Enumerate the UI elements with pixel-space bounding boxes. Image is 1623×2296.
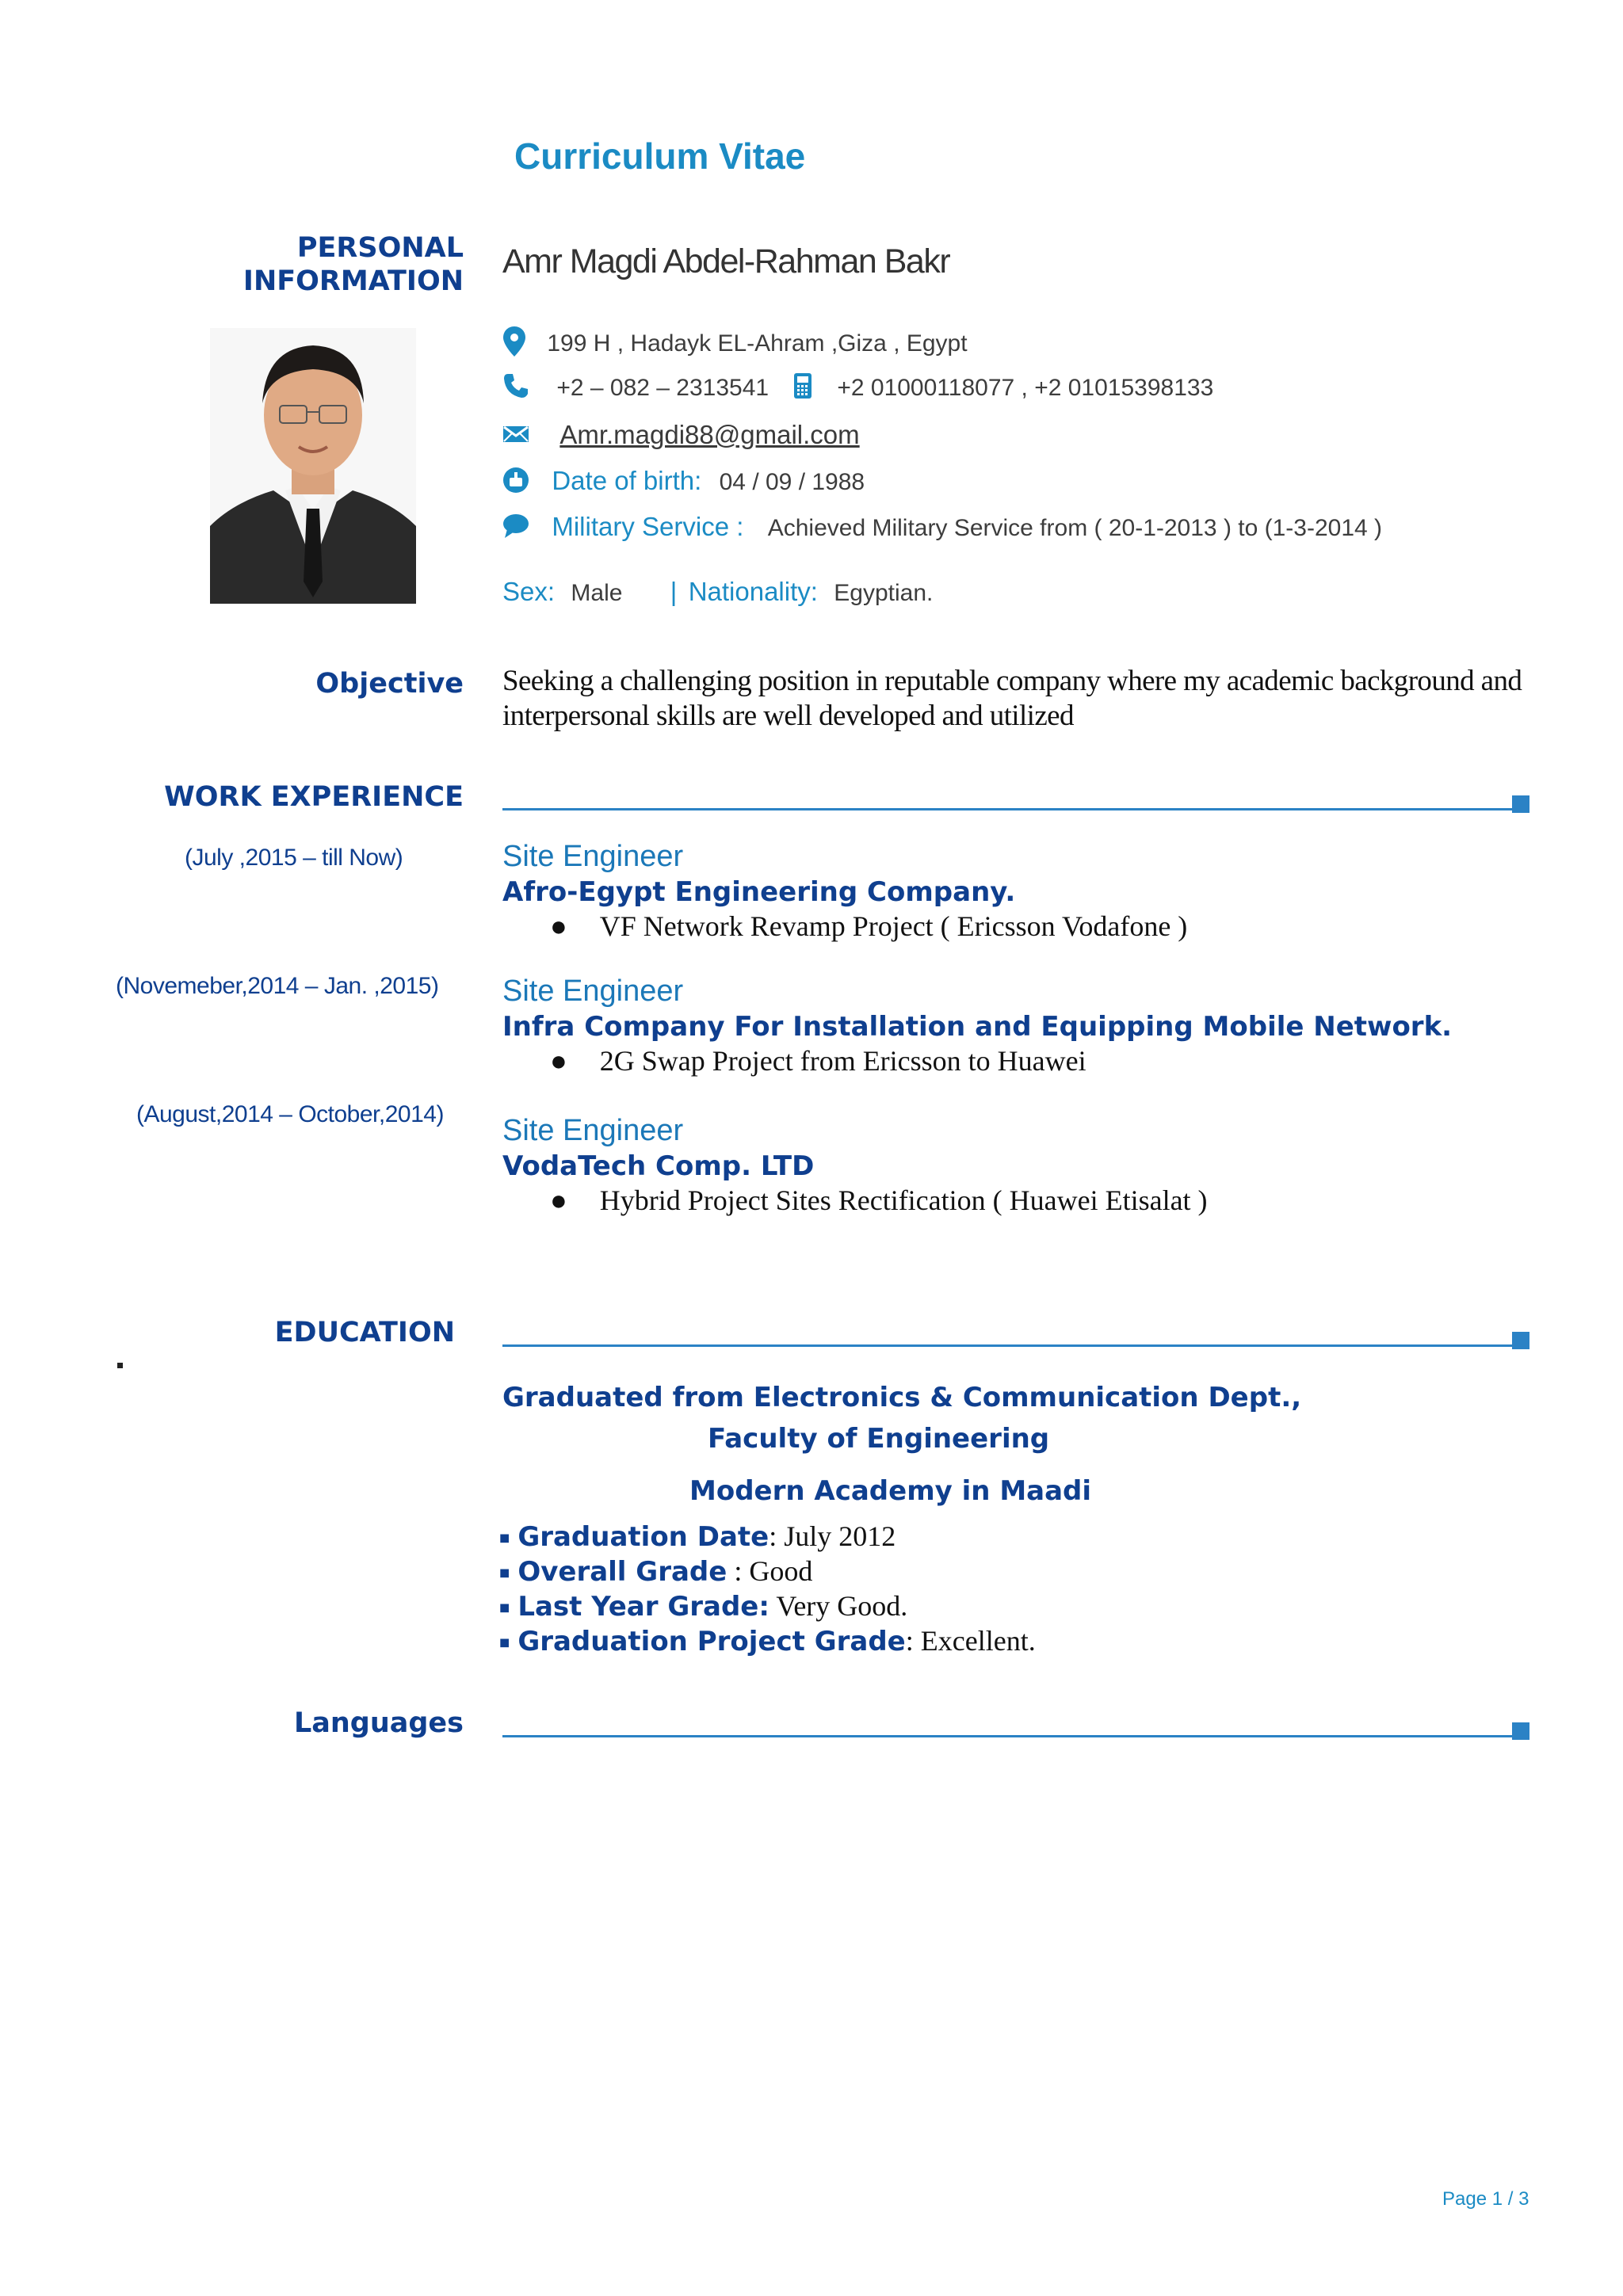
- speech-bubble-icon: [502, 513, 529, 545]
- objective-text: [502, 664, 1533, 734]
- grade-sep: :: [905, 1625, 914, 1657]
- grade-sep: :: [727, 1555, 743, 1587]
- square-bullet-icon: ■: [499, 1597, 510, 1618]
- dob-label: Date of birth:: [552, 466, 702, 495]
- job-period: (August,2014 – October,2014): [136, 1101, 444, 1127]
- personal-info-heading-line1: PERSONAL: [296, 232, 464, 264]
- education-heading: EDUCATION: [274, 1317, 455, 1348]
- sex-value: Male: [571, 580, 623, 606]
- nationality-value: Egyptian.: [834, 580, 934, 606]
- square-marker-icon: [1512, 795, 1529, 813]
- work-experience-heading: WORK EXPERIENCE: [164, 781, 464, 813]
- grade-item: [499, 1624, 1036, 1657]
- languages-section-rule: [502, 1735, 1512, 1737]
- square-marker-icon: [1512, 1722, 1529, 1740]
- nationality-label: Nationality:: [688, 577, 818, 606]
- envelope-icon: [502, 424, 529, 451]
- objective-line2: interpersonal skills are well developed and utilized: [502, 700, 1074, 732]
- military-value: Achieved Military Service from ( 20-1-2013 ) to (1-3-2014 ): [767, 515, 1383, 541]
- job-project: [550, 1184, 1208, 1217]
- grade-value: July 2012: [777, 1520, 896, 1552]
- email-link[interactable]: Amr.magdi88@gmail.com: [559, 420, 860, 449]
- grade-item: [499, 1520, 896, 1553]
- work-section-rule: [502, 808, 1512, 810]
- dob-row: [502, 466, 865, 500]
- job-project: [550, 1044, 1086, 1077]
- education-section-rule: [502, 1344, 1512, 1347]
- email-row: [502, 420, 860, 451]
- job-project-text: Hybrid Project Sites Rectification ( Huawei Etisalat ): [599, 1184, 1208, 1216]
- military-row: [502, 512, 1382, 545]
- grade-item: [499, 1589, 907, 1623]
- objective-heading: Objective: [315, 668, 464, 700]
- personal-info-heading: [243, 231, 464, 298]
- square-bullet-icon: ■: [499, 1562, 510, 1583]
- nationality-separator: |: [670, 577, 678, 606]
- education-institution: Modern Academy in Maadi: [689, 1475, 1092, 1507]
- mobile-icon: [792, 372, 813, 406]
- job-company: VodaTech Comp. LTD: [502, 1150, 815, 1182]
- document-title: Curriculum Vitae: [514, 135, 806, 177]
- stray-mark: [117, 1363, 123, 1368]
- bullet-dot-icon: ●: [550, 1184, 567, 1216]
- job-title: Site Engineer: [502, 974, 684, 1008]
- education-degree: Graduated from Electronics & Communication Dept.,: [502, 1382, 1302, 1413]
- education-faculty: Faculty of Engineering: [708, 1423, 1050, 1455]
- mobile-text: +2 01000118077 , +2 01015398133: [837, 374, 1214, 401]
- phone-icon: [502, 372, 529, 406]
- grade-key: Last Year Grade:: [517, 1591, 769, 1623]
- page-number: Page 1 / 3: [1442, 2188, 1529, 2210]
- square-bullet-icon: ■: [499, 1632, 510, 1653]
- square-marker-icon: [1512, 1332, 1529, 1349]
- job-project-text: VF Network Revamp Project ( Ericsson Vodafone ): [599, 910, 1188, 942]
- dob-value: 04 / 09 / 1988: [719, 469, 865, 495]
- job-period: (Novemeber,2014 – Jan. ,2015): [116, 973, 439, 999]
- military-label: Military Service :: [552, 512, 744, 541]
- languages-heading: Languages: [293, 1707, 464, 1739]
- sex-nationality-row: [502, 577, 933, 607]
- full-name: Amr Magdi Abdel-Rahman Bakr: [502, 242, 950, 280]
- job-project: [550, 910, 1187, 943]
- job-company: Afro-Egypt Engineering Company.: [502, 876, 1016, 908]
- grade-key: Graduation Project Grade: [517, 1626, 906, 1657]
- grade-value: Good: [742, 1555, 813, 1587]
- phone-row: [502, 372, 769, 406]
- grade-key: Graduation Date: [517, 1521, 769, 1553]
- address-row: [502, 326, 968, 363]
- grade-value: Very Good.: [769, 1590, 908, 1622]
- objective-line1: Seeking a challenging position in reputable company where my academic background and: [502, 665, 1522, 697]
- grade-key: Overall Grade: [517, 1556, 727, 1588]
- profile-photo: [210, 328, 416, 604]
- phone-text: +2 – 082 – 2313541: [556, 374, 769, 401]
- address-text: 199 H , Hadayk EL-Ahram ,Giza , Egypt: [547, 330, 968, 357]
- job-company: Infra Company For Installation and Equipping Mobile Network.: [502, 1011, 1453, 1043]
- location-pin-icon: [502, 326, 526, 363]
- birthday-icon: [502, 467, 529, 500]
- job-title: Site Engineer: [502, 840, 684, 873]
- bullet-dot-icon: ●: [550, 910, 567, 942]
- sex-label: Sex:: [502, 577, 556, 606]
- bullet-dot-icon: ●: [550, 1045, 567, 1077]
- job-period: (July ,2015 – till Now): [185, 845, 403, 871]
- job-project-text: 2G Swap Project from Ericsson to Huawei: [599, 1045, 1086, 1077]
- portrait-image: [210, 328, 416, 604]
- square-bullet-icon: ■: [499, 1527, 510, 1548]
- job-title: Site Engineer: [502, 1114, 684, 1147]
- mobile-row: [792, 372, 1213, 406]
- grade-value: Excellent.: [913, 1625, 1036, 1657]
- grade-sep: :: [769, 1520, 777, 1552]
- personal-info-heading-line2: INFORMATION: [242, 265, 464, 297]
- grade-item: [499, 1554, 812, 1588]
